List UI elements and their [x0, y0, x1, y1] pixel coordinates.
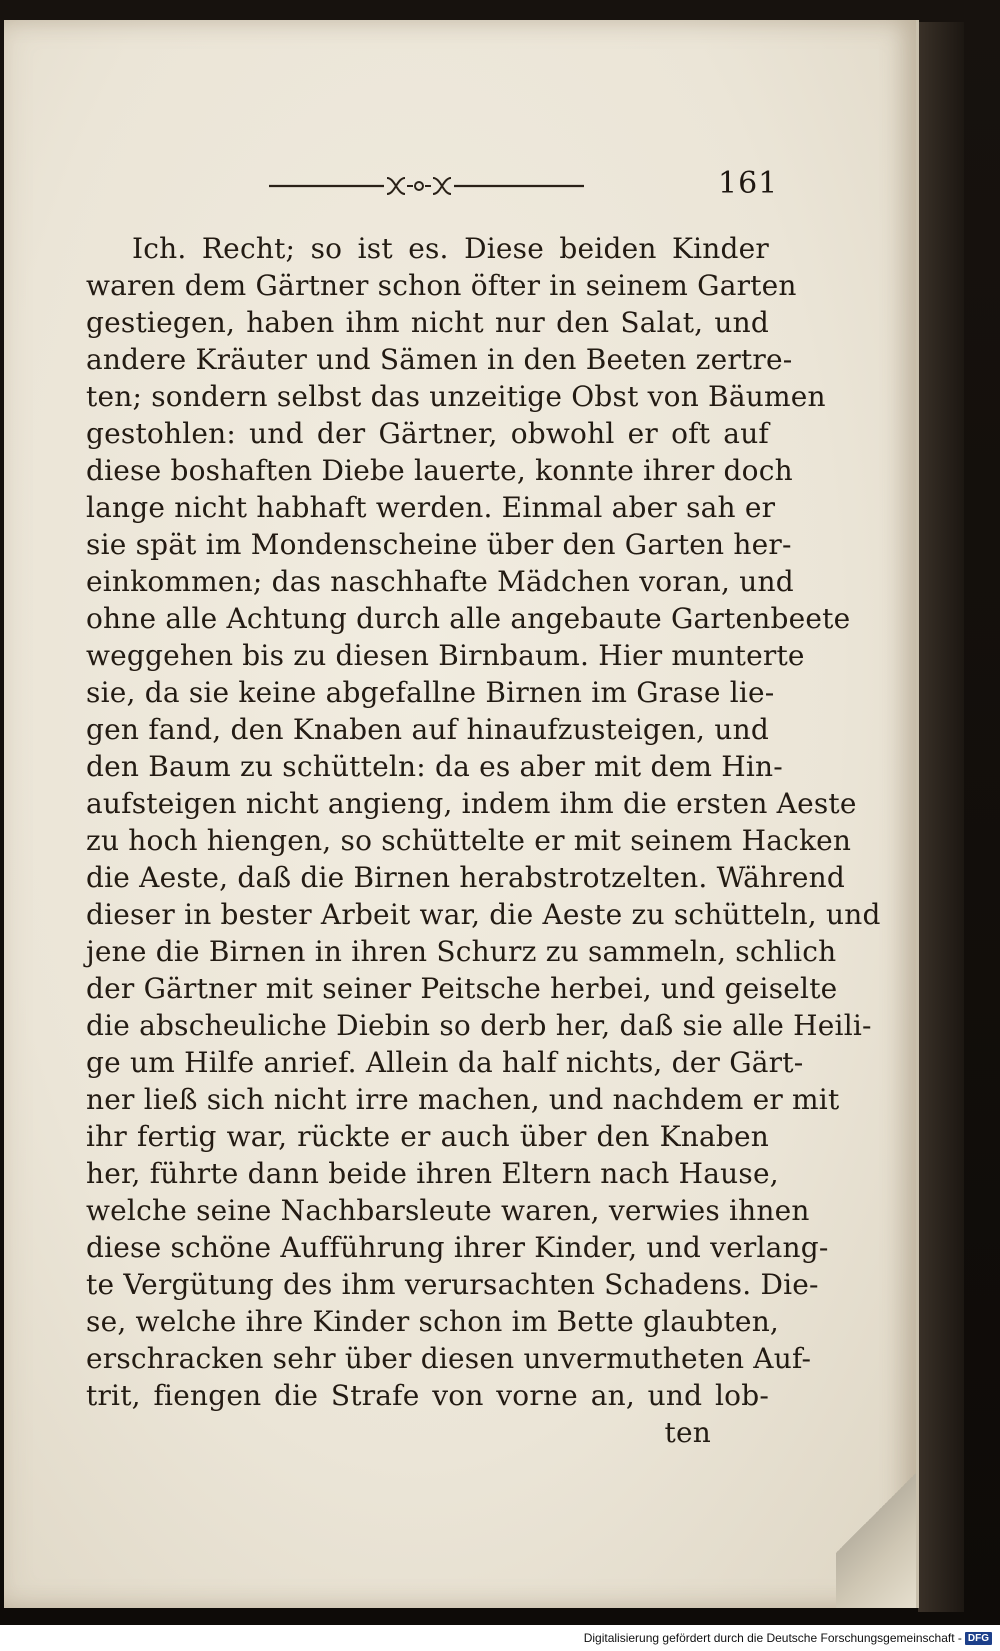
text-line: dieser in bester Arbeit war, die Aeste zu schütteln, und	[86, 898, 881, 931]
text-line: lange nicht habhaft werden. Einmal aber sah er	[86, 491, 776, 524]
text-line: trit, fiengen die Strafe von vorne an, und lob-	[86, 1379, 769, 1412]
catchword: ten	[664, 1416, 711, 1449]
text-line: gen fand, den Knaben auf hinaufzusteigen, und	[86, 713, 769, 746]
text-line: aufsteigen nicht angieng, indem ihm die ersten Aeste	[86, 787, 857, 820]
page-corner-fold	[836, 1418, 916, 1608]
text-line: te Vergütung des ihm verursachten Schadens. Die-	[86, 1268, 819, 1301]
text-line: gestohlen: und der Gärtner, obwohl er oft auf	[86, 417, 769, 450]
text-line: einkommen; das naschhafte Mädchen voran, und	[86, 565, 794, 598]
book-page	[4, 20, 919, 1608]
text-line: ge um Hilfe anrief. Allein da half nichts, der Gärt-	[86, 1046, 804, 1079]
text-line: erschracken sehr über diesen unvermutheten Auf-	[86, 1342, 812, 1375]
text-line: sie, da sie keine abgefallne Birnen im Grase lie-	[86, 676, 775, 709]
text-line: andere Kräuter und Sämen in den Beeten zertre-	[86, 343, 793, 376]
text-line: Ich. Recht; so ist es. Diese beiden Kinder	[132, 232, 769, 265]
text-line: gestiegen, haben ihm nicht nur den Salat, und	[86, 306, 769, 339]
text-line: den Baum zu schütteln: da es aber mit dem Hin-	[86, 750, 783, 783]
text-line: zu hoch hiengen, so schüttelte er mit seinem Hacken	[86, 824, 852, 857]
text-line: die Aeste, daß die Birnen herabstrotzelten. Während	[86, 861, 845, 894]
text-line: jene die Birnen in ihren Schurz zu sammeln, schlich	[86, 935, 837, 968]
footer-bar	[0, 1625, 1000, 1651]
text-line: diese boshaften Diebe lauerte, konnte ihrer doch	[86, 454, 793, 487]
text-line: ihr fertig war, rückte er auch über den Knaben	[86, 1120, 769, 1153]
footer-credit: Digitalisierung gefördert durch die Deutsche Forschungsgemeinschaft -	[583, 1631, 962, 1645]
text-line: weggehen bis zu diesen Birnbaum. Hier munterte	[86, 639, 805, 672]
book-edge	[918, 22, 964, 1612]
text-line: diese schöne Aufführung ihrer Kinder, und verlang-	[86, 1231, 829, 1264]
page-header	[4, 166, 916, 206]
text-line: die abscheuliche Diebin so derb her, daß sie alle Heili-	[86, 1009, 872, 1042]
text-line: se, welche ihre Kinder schon im Bette glaubten,	[86, 1305, 780, 1338]
text-line: welche seine Nachbarsleute waren, verwies ihnen	[86, 1194, 810, 1227]
text-line: her, führte dann beide ihren Eltern nach Hause,	[86, 1157, 779, 1190]
dfg-logo: DFG	[965, 1632, 992, 1645]
text-line: ner ließ sich nicht irre machen, und nachdem er mit	[86, 1083, 840, 1116]
header-ornament	[269, 172, 584, 200]
text-line: der Gärtner mit seiner Peitsche herbei, und geiselte	[86, 972, 838, 1005]
text-line: sie spät im Mondenscheine über den Garten her-	[86, 528, 792, 561]
text-line: waren dem Gärtner schon öfter in seinem Garten	[86, 269, 797, 302]
text-line: ohne alle Achtung durch alle angebaute Gartenbeete	[86, 602, 851, 635]
page-number: 161	[718, 166, 779, 201]
text-line: ten; sondern selbst das unzeitige Obst von Bäumen	[86, 380, 826, 413]
body-text	[86, 230, 881, 1451]
